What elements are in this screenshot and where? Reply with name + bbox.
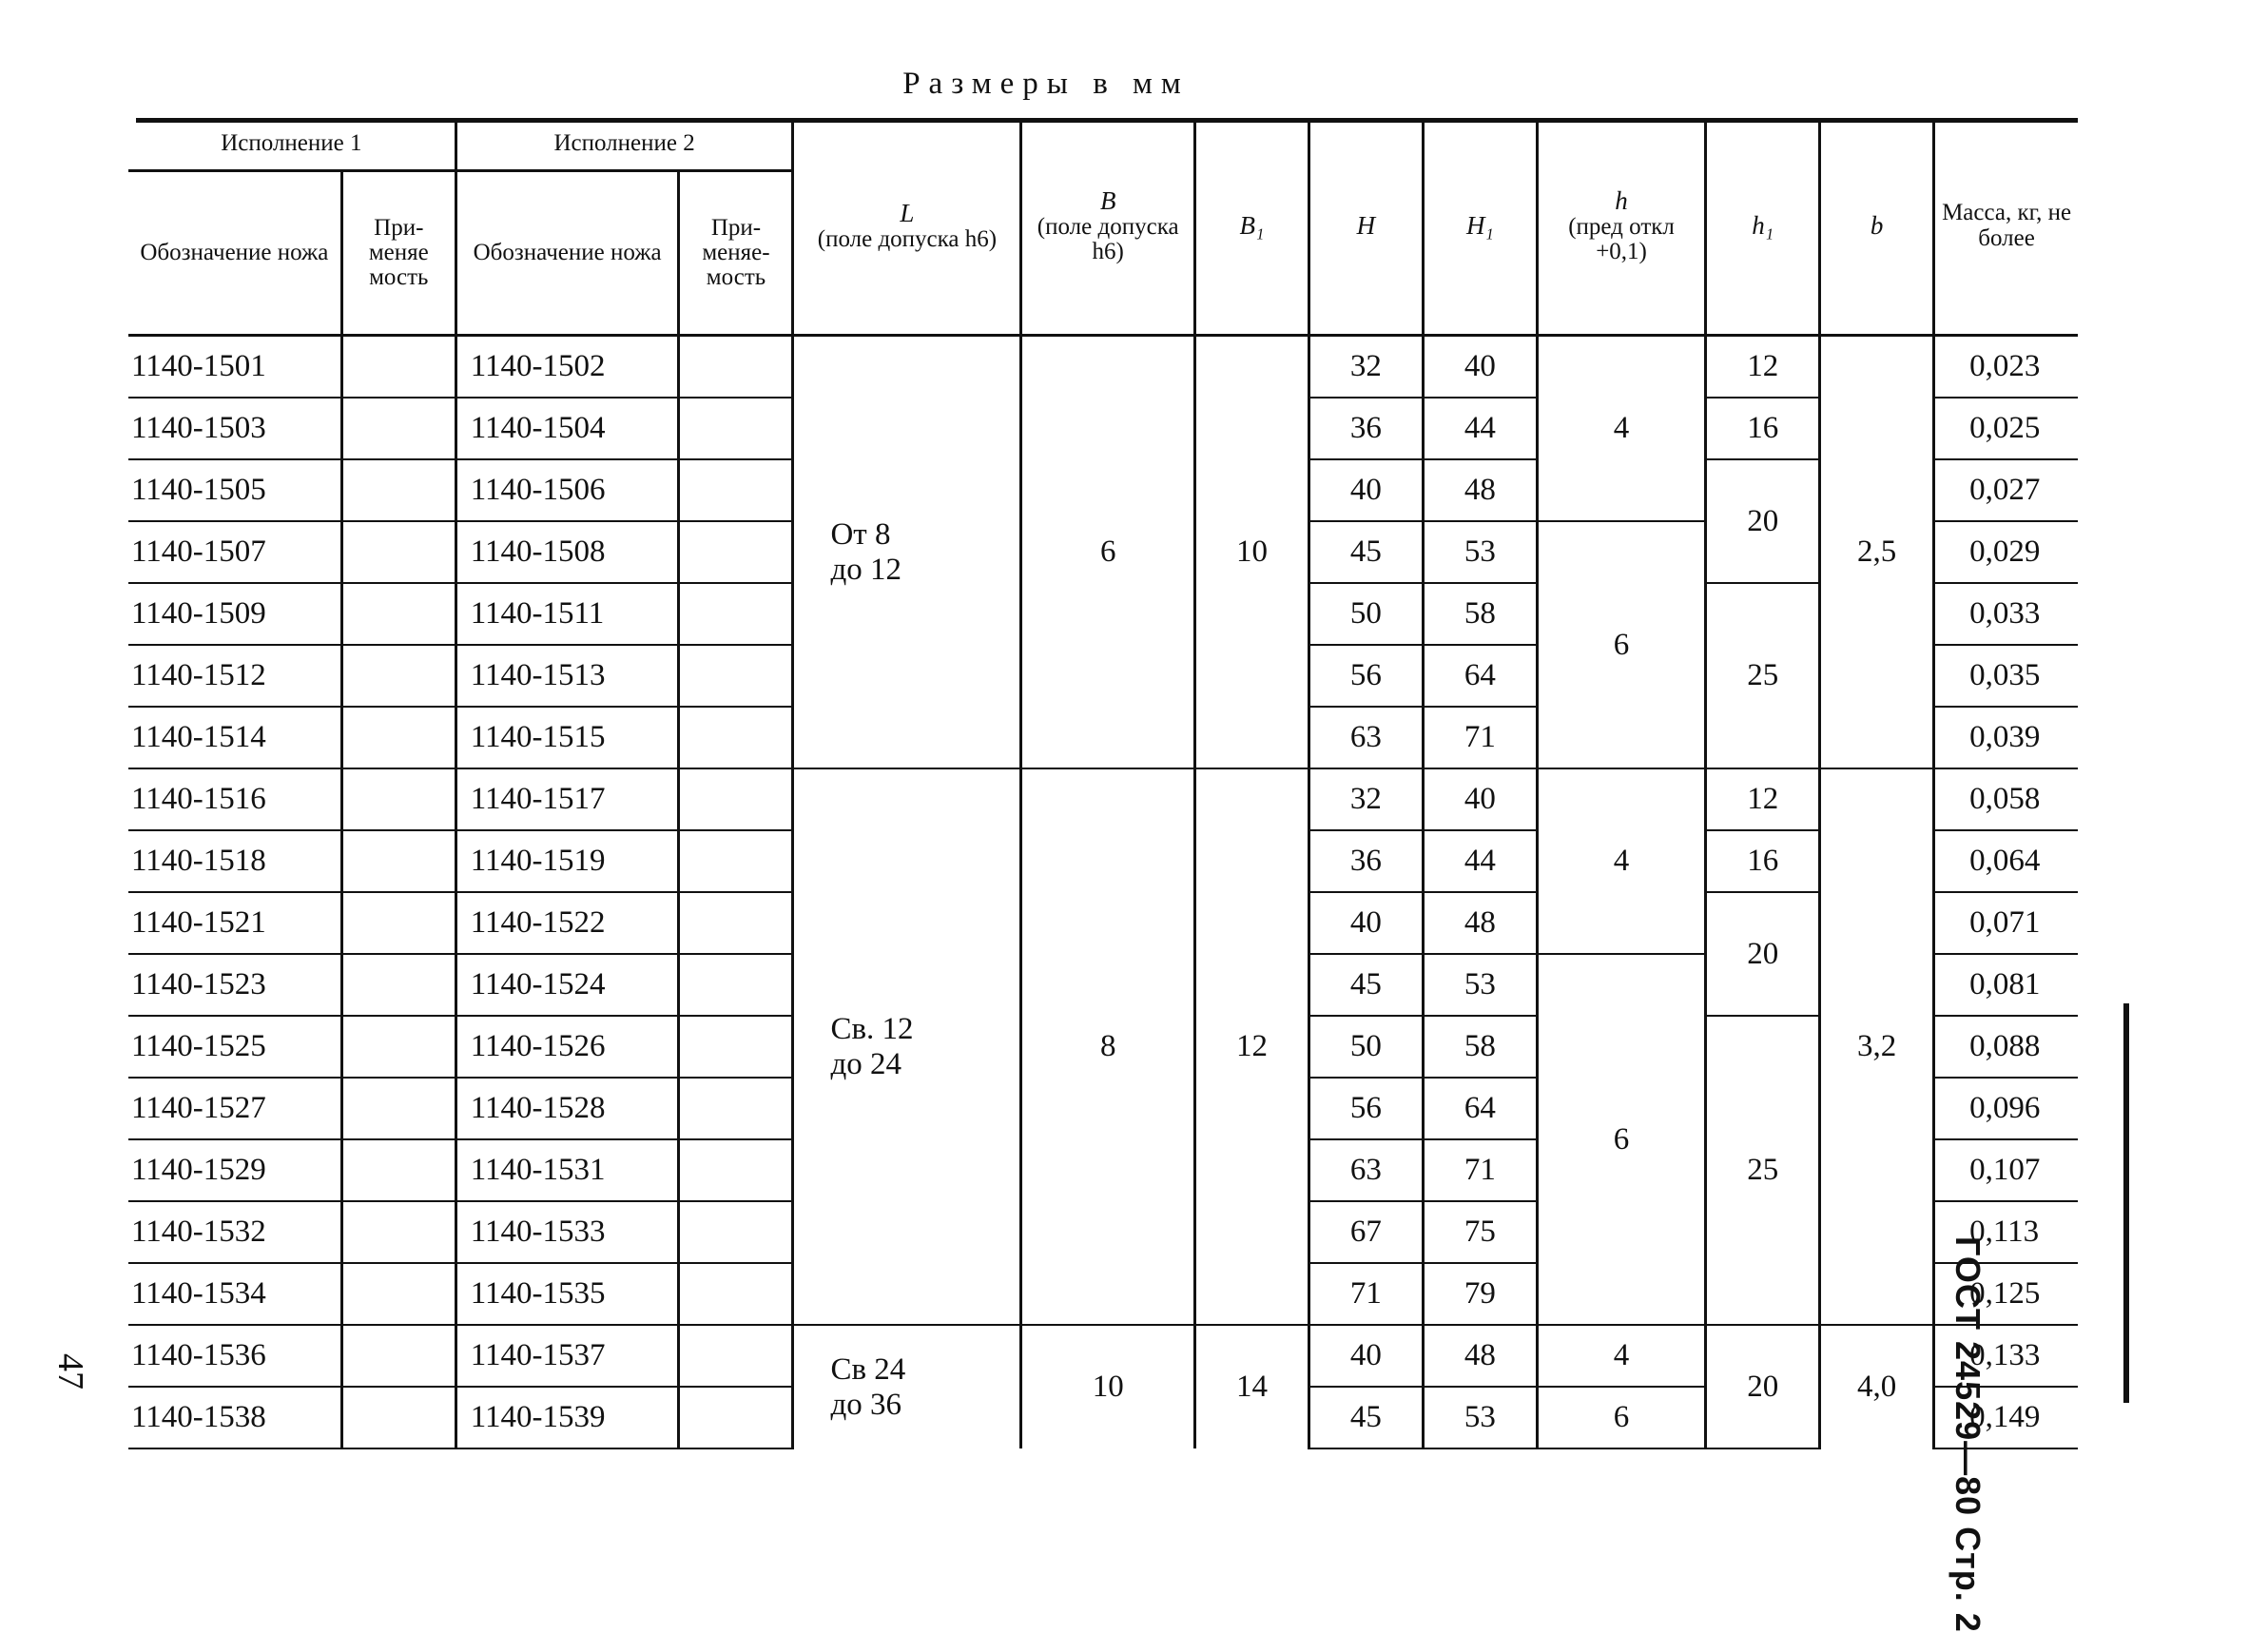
header-mass: Масса, кг, не более	[1934, 118, 2078, 336]
designation-1: 1140-1529	[128, 1139, 341, 1201]
value-h1: 25	[1706, 583, 1820, 768]
value-b: 2,5	[1820, 336, 1934, 769]
header-B1: B₁	[1194, 118, 1308, 336]
designation-2: 1140-1515	[456, 707, 679, 768]
height-H: 63	[1308, 1139, 1423, 1201]
header-L: L (поле допуска h6)	[793, 118, 1021, 336]
designation-2: 1140-1533	[456, 1201, 679, 1263]
applicability-2	[679, 707, 793, 768]
applicability-1	[341, 336, 456, 399]
side-rule	[2123, 1003, 2129, 1403]
value-h1: 20	[1706, 892, 1820, 1016]
designation-2: 1140-1537	[456, 1325, 679, 1387]
designation-2: 1140-1508	[456, 521, 679, 583]
height-H1: 40	[1423, 768, 1537, 830]
table-body	[128, 336, 2078, 1449]
designation-1: 1140-1516	[128, 768, 341, 830]
mass: 0,039	[1934, 707, 2078, 768]
designation-1: 1140-1538	[128, 1387, 341, 1448]
length-L: От 8 до 12	[793, 336, 1021, 769]
width-B: 6	[1021, 336, 1195, 769]
height-H: 50	[1308, 1016, 1423, 1078]
value-h1: 12	[1706, 336, 1820, 399]
mass: 0,023	[1934, 336, 2078, 399]
applicability-2	[679, 1263, 793, 1325]
applicability-1	[341, 1387, 456, 1448]
height-H1: 71	[1423, 707, 1537, 768]
height-H: 56	[1308, 645, 1423, 707]
value-h: 4	[1537, 768, 1705, 954]
table-caption: Размеры в мм	[902, 67, 1190, 101]
applicability-1	[341, 583, 456, 645]
value-h1: 12	[1706, 768, 1820, 830]
height-H1: 64	[1423, 645, 1537, 707]
value-h: 6	[1537, 1387, 1705, 1448]
designation-2: 1140-1519	[456, 830, 679, 892]
width-B1: 12	[1194, 768, 1308, 1325]
applicability-2	[679, 583, 793, 645]
designation-2: 1140-1511	[456, 583, 679, 645]
value-b: 3,2	[1820, 768, 1934, 1325]
mass: 0,071	[1934, 892, 2078, 954]
designation-1: 1140-1503	[128, 398, 341, 459]
applicability-1	[341, 1139, 456, 1201]
header-b: b	[1820, 118, 1934, 336]
applicability-2	[679, 1016, 793, 1078]
width-B1: 14	[1194, 1325, 1308, 1448]
designation-1: 1140-1518	[128, 830, 341, 892]
applicability-1	[341, 1325, 456, 1387]
designation-2: 1140-1513	[456, 645, 679, 707]
designation-1: 1140-1532	[128, 1201, 341, 1263]
width-B1: 10	[1194, 336, 1308, 769]
header-group-2: Исполнение 2	[456, 118, 793, 171]
applicability-1	[341, 645, 456, 707]
header-designation-1: Обозначение ножа	[128, 171, 341, 336]
height-H1: 40	[1423, 336, 1537, 399]
applicability-2	[679, 459, 793, 521]
mass: 0,096	[1934, 1078, 2078, 1139]
height-H1: 48	[1423, 459, 1537, 521]
designation-2: 1140-1539	[456, 1387, 679, 1448]
mass: 0,027	[1934, 459, 2078, 521]
applicability-1	[341, 830, 456, 892]
height-H: 45	[1308, 521, 1423, 583]
mass: 0,107	[1934, 1139, 2078, 1201]
mass: 0,035	[1934, 645, 2078, 707]
designation-1: 1140-1509	[128, 583, 341, 645]
table-row	[128, 768, 2078, 830]
designation-2: 1140-1502	[456, 336, 679, 399]
mass: 0,088	[1934, 1016, 2078, 1078]
mass: 0,025	[1934, 398, 2078, 459]
height-H1: 58	[1423, 583, 1537, 645]
header-h1: h₁	[1706, 118, 1820, 336]
applicability-2	[679, 892, 793, 954]
applicability-2	[679, 1387, 793, 1448]
height-H: 63	[1308, 707, 1423, 768]
value-h: 6	[1537, 954, 1705, 1325]
applicability-1	[341, 707, 456, 768]
height-H: 32	[1308, 768, 1423, 830]
height-H: 50	[1308, 583, 1423, 645]
header-applicability-1: При-меняе мость	[341, 171, 456, 336]
height-H1: 48	[1423, 892, 1537, 954]
value-b: 4,0	[1820, 1325, 1934, 1448]
height-H1: 48	[1423, 1325, 1537, 1387]
applicability-1	[341, 768, 456, 830]
value-h: 6	[1537, 521, 1705, 768]
mass: 0,133	[1934, 1325, 2078, 1387]
designation-1: 1140-1534	[128, 1263, 341, 1325]
value-h1: 20	[1706, 459, 1820, 583]
mass: 0,033	[1934, 583, 2078, 645]
applicability-1	[341, 1201, 456, 1263]
designation-1: 1140-1501	[128, 336, 341, 399]
height-H1: 79	[1423, 1263, 1537, 1325]
applicability-1	[341, 1263, 456, 1325]
header-H1: H₁	[1423, 118, 1537, 336]
height-H: 40	[1308, 459, 1423, 521]
mass: 0,125	[1934, 1263, 2078, 1325]
designation-2: 1140-1522	[456, 892, 679, 954]
height-H1: 44	[1423, 398, 1537, 459]
header-H: H	[1308, 118, 1423, 336]
height-H: 40	[1308, 1325, 1423, 1387]
applicability-1	[341, 892, 456, 954]
height-H1: 53	[1423, 1387, 1537, 1448]
height-H1: 64	[1423, 1078, 1537, 1139]
width-B: 8	[1021, 768, 1195, 1325]
mass: 0,029	[1934, 521, 2078, 583]
applicability-2	[679, 336, 793, 399]
height-H1: 71	[1423, 1139, 1537, 1201]
height-H1: 53	[1423, 521, 1537, 583]
designation-2: 1140-1504	[456, 398, 679, 459]
designation-1: 1140-1514	[128, 707, 341, 768]
designation-1: 1140-1505	[128, 459, 341, 521]
height-H1: 58	[1423, 1016, 1537, 1078]
applicability-1	[341, 1078, 456, 1139]
height-H: 56	[1308, 1078, 1423, 1139]
applicability-1	[341, 459, 456, 521]
width-B: 10	[1021, 1325, 1195, 1448]
height-H1: 75	[1423, 1201, 1537, 1263]
length-L: Св. 12 до 24	[793, 768, 1021, 1325]
height-H1: 53	[1423, 954, 1537, 1016]
page-number: 47	[50, 1353, 90, 1390]
applicability-2	[679, 1078, 793, 1139]
applicability-1	[341, 521, 456, 583]
designation-2: 1140-1535	[456, 1263, 679, 1325]
header-h: h (пред откл +0,1)	[1537, 118, 1705, 336]
mass: 0,081	[1934, 954, 2078, 1016]
table-row	[128, 336, 2078, 399]
applicability-1	[341, 398, 456, 459]
height-H: 36	[1308, 398, 1423, 459]
height-H: 36	[1308, 830, 1423, 892]
value-h1: 16	[1706, 398, 1820, 459]
designation-1: 1140-1536	[128, 1325, 341, 1387]
designation-1: 1140-1525	[128, 1016, 341, 1078]
applicability-2	[679, 1325, 793, 1387]
gost-side-label: ГОСТ 24529—80 Стр. 2	[1948, 1236, 1987, 1633]
applicability-1	[341, 1016, 456, 1078]
designation-1: 1140-1512	[128, 645, 341, 707]
header-group-1: Исполнение 1	[128, 118, 456, 171]
applicability-2	[679, 398, 793, 459]
applicability-2	[679, 830, 793, 892]
height-H: 67	[1308, 1201, 1423, 1263]
mass: 0,058	[1934, 768, 2078, 830]
designation-2: 1140-1531	[456, 1139, 679, 1201]
designation-1: 1140-1527	[128, 1078, 341, 1139]
designation-2: 1140-1528	[456, 1078, 679, 1139]
height-H: 45	[1308, 1387, 1423, 1448]
height-H1: 44	[1423, 830, 1537, 892]
designation-2: 1140-1517	[456, 768, 679, 830]
height-H: 40	[1308, 892, 1423, 954]
applicability-2	[679, 521, 793, 583]
designation-1: 1140-1521	[128, 892, 341, 954]
value-h1: 25	[1706, 1016, 1820, 1325]
value-h1: 16	[1706, 830, 1820, 892]
length-L: Св 24 до 36	[793, 1325, 1021, 1448]
designation-2: 1140-1506	[456, 459, 679, 521]
applicability-2	[679, 1201, 793, 1263]
table-row	[128, 1325, 2078, 1387]
applicability-2	[679, 645, 793, 707]
value-h: 4	[1537, 1325, 1705, 1387]
applicability-2	[679, 1139, 793, 1201]
designation-1: 1140-1523	[128, 954, 341, 1016]
applicability-1	[341, 954, 456, 1016]
height-H: 71	[1308, 1263, 1423, 1325]
knife-dimensions-table	[128, 118, 2078, 1449]
applicability-2	[679, 768, 793, 830]
mass: 0,064	[1934, 830, 2078, 892]
height-H: 32	[1308, 336, 1423, 399]
height-H: 45	[1308, 954, 1423, 1016]
mass: 0,149	[1934, 1387, 2078, 1448]
header-B: B (поле допуска h6)	[1021, 118, 1195, 336]
designation-2: 1140-1526	[456, 1016, 679, 1078]
designation-1: 1140-1507	[128, 521, 341, 583]
header-applicability-2: При-меняе-мость	[679, 171, 793, 336]
value-h: 4	[1537, 336, 1705, 522]
applicability-2	[679, 954, 793, 1016]
designation-2: 1140-1524	[456, 954, 679, 1016]
mass: 0,113	[1934, 1201, 2078, 1263]
header-designation-2: Обозначение ножа	[456, 171, 679, 336]
value-h1: 20	[1706, 1325, 1820, 1448]
